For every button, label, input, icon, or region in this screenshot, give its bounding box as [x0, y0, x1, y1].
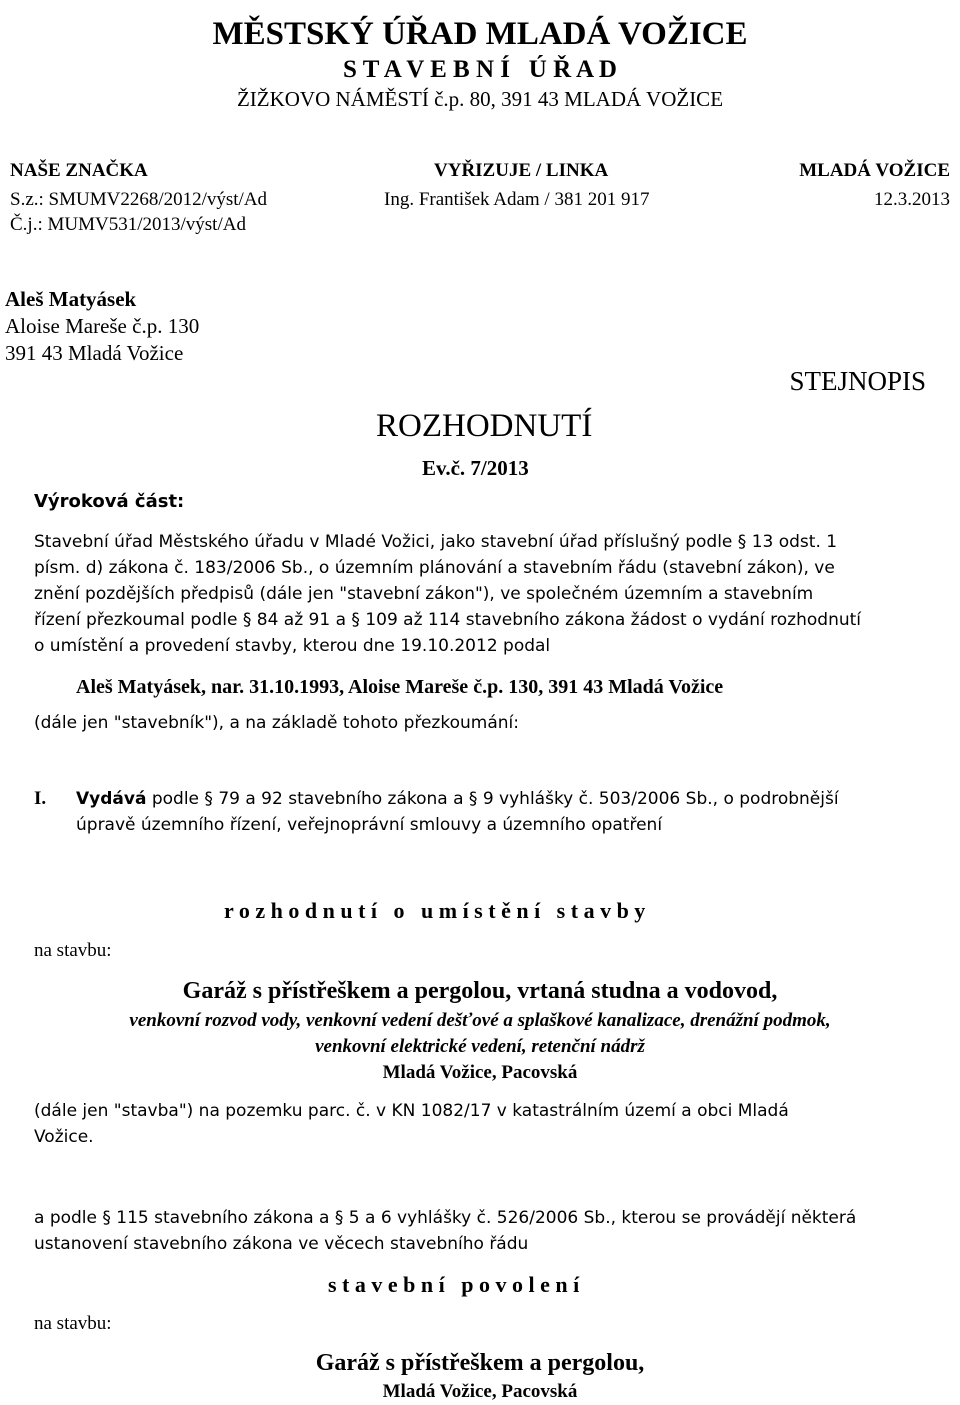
department-title: S T A V E B N Í Ú Ř A D: [343, 56, 617, 83]
building-location: Mladá Vožice, Pacovská: [382, 1062, 578, 1083]
place-label: MLADÁ VOŽICE: [799, 160, 950, 181]
placement-heading: r o z h o d n u t í o u m í s t ě n í s t a v b y: [224, 898, 646, 923]
item-line-1: [76, 787, 839, 813]
intro-line-3: znění pozdějších předpisů (dále jen "stavební zákon"), ve společném územním a stavebním: [34, 584, 814, 604]
applicant-line: Aleš Matyásek, nar. 31.10.1993, Aloise Mareše č.p. 130, 391 43 Mladá Vožice: [76, 676, 724, 698]
office-title: MĚSTSKÝ ÚŘAD MLADÁ VOŽICE: [212, 16, 748, 52]
office-address: ŽIŽKOVO NÁMĚSTÍ č.p. 80, 391 43 MLADÁ VOŽICE: [236, 87, 724, 111]
building-title: Garáž s přístřeškem a pergolou, vrtaná studna a vodovod,: [182, 978, 778, 1004]
item-verb: Vydává: [76, 789, 147, 809]
parcel-line-1: (dále jen "stavba") na pozemku parc. č. v KN 1082/17 v katastrálním území a obci Mladá: [34, 1101, 789, 1121]
intro-line-1: Stavební úřad Městského úřadu v Mladé Vožici, jako stavební úřad příslušný podle § 13 odst. 1: [34, 532, 838, 552]
permit-building-title: Garáž s přístřeškem a pergolou,: [315, 1350, 645, 1376]
parcel-line-2: Vožice.: [34, 1127, 94, 1147]
evidence-number: Ev.č. 7/2013: [422, 456, 529, 480]
intro-line-5: o umístění a provedení stavby, kterou dne 19.10.2012 podal: [34, 636, 551, 656]
file-reference: S.z.: SMUMV2268/2012/výst/Ad: [10, 189, 268, 210]
permit-building-location: Mladá Vožice, Pacovská: [382, 1381, 578, 1402]
permit-intro-line-1: a podle § 115 stavebního zákona a § 5 a 6 vyhlášky č. 526/2006 Sb., kterou se provádějí některá: [34, 1208, 857, 1228]
reference-number: Č.j.: MUMV531/2013/výst/Ad: [10, 214, 246, 235]
permit-heading: s t a v e b n í p o v o l e n í: [328, 1272, 580, 1297]
intro-line-2: písm. d) zákona č. 183/2006 Sb., o územním plánování a stavebním řádu (stavební zákon), ve: [34, 558, 835, 578]
recipient-street: Aloise Mareše č.p. 130: [5, 314, 200, 338]
permit-intro-line-2: ustanovení stavebního zákona ve věcech stavebního řádu: [34, 1234, 529, 1254]
handler-contact: Ing. František Adam / 381 201 917: [384, 189, 650, 210]
placement-for-label: na stavbu:: [34, 940, 112, 961]
section-label: Výroková část:: [34, 491, 185, 512]
our-ref-label: NAŠE ZNAČKA: [10, 160, 148, 181]
applicant-note: (dále jen "stavebník"), a na základě tohoto přezkoumání:: [34, 713, 519, 733]
item-line-2: úpravě územního řízení, veřejnoprávní smlouvy a územního opatření: [76, 815, 663, 835]
handled-by-label: VYŘIZUJE / LINKA: [434, 160, 609, 181]
item-line-1-rest: podle § 79 a 92 stavebního zákona a § 9 vyhlášky č. 503/2006 Sb., o podrobnější: [146, 789, 839, 809]
intro-line-4: řízení přezkoumal podle § 84 až 91 a § 109 až 114 stavebního zákona žádost o vydání rozhodnutí: [34, 610, 862, 630]
building-detail-2: venkovní elektrické vedení, retenční nádrž: [315, 1036, 645, 1057]
recipient-city: 391 43 Mladá Vožice: [5, 341, 184, 365]
recipient-name: Aleš Matyásek: [5, 287, 137, 311]
item-number: I.: [34, 788, 47, 809]
permit-for-label: na stavbu:: [34, 1313, 112, 1334]
building-detail-1: venkovní rozvod vody, venkovní vedení dešťové a splaškové kanalizace, drenážní podmok,: [129, 1010, 831, 1031]
decision-title: ROZHODNUTÍ: [376, 408, 593, 444]
copy-stamp: STEJNOPIS: [789, 366, 926, 396]
document-date: 12.3.2013: [874, 189, 950, 210]
